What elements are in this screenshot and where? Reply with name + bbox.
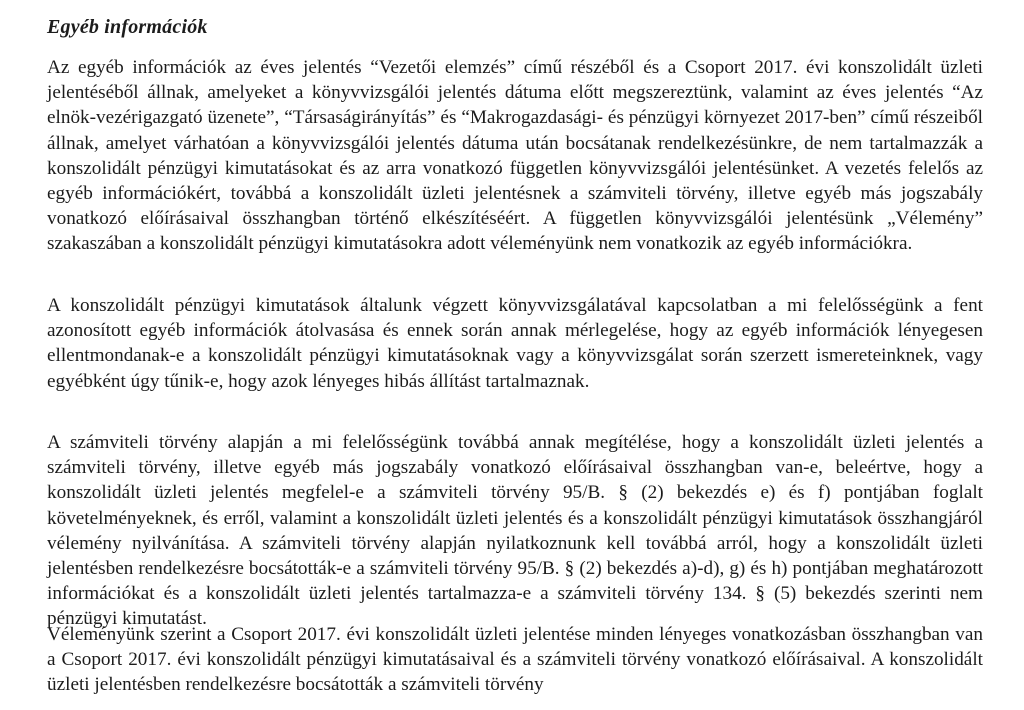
paragraph-other-information: Az egyéb információk az éves jelentés “Vezetői elemzés” című részéből és a Csoport 2017. évi konszolidált üzleti jelentéséből állnak, amelyeket a könyvvizsgálói jelentés dátuma előtt megszereztünk, valamint az éves jelentés “Az elnök-vezérigazgató üzenete”, “Társaságirányítás” és “Makrogazdasági- és pénzügyi környezet 2017-ben” című részeiből állnak, amelyet várhatóan a könyvvizsgálói jelentés dátuma után bocsátanak rendelkezésünkre, de nem tartalmazzák a konszolidált pénzügyi kimutatásokat és az arra vonatkozó független könyvvizsgálói jelentésünket. A vezetés felelős az egyéb információkért, továbbá a konszolidált üzleti jelentésnek a számviteli törvény, illetve egyéb más jogszabály vonatkozó előírásaival összhangban történő elkészítéséért. A független könyvvizsgálói jelentésünk „Vélemény” szakaszában a konszolidált pénzügyi kimutatásokra adott véleményünk nem vonatkozik az egyéb információkra. xyxy=(47,57,983,255)
section-heading: Egyéb információk xyxy=(47,16,208,38)
paragraph-accounting-law-responsibility: A számviteli törvény alapján a mi felelősségünk továbbá annak megítélése, hogy a konszolidált üzleti jelentés a számviteli törvény, illetve egyéb más jogszabály vonatkozó előírásaival összhangban van-e, beleértve, hogy a konszolidált üzleti jelentés megfelel-e a számviteli törvény 95/B. § (2) bekezdés e) és f) pontjában foglalt követelményeknek, és erről, valamint a konszolidált üzleti jelentés és a konszolidált pénzügyi kimutatások összhangjáról vélemény nyilvánítása. A számviteli törvény alapján nyilatkoznunk kell továbbá arról, hogy a konszolidált üzleti jelentésben rendelkezésre bocsátották-e a számviteli törvény 95/B. § (2) bekezdés a)-d), g) és h) pontjában meghatározott információkat és a konszolidált üzleti jelentés tartalmazza-e a számviteli törvény 134. § (5) bekezdés szerinti nem pénzügyi kimutatást. xyxy=(47,432,983,630)
paragraph-auditor-responsibility: A konszolidált pénzügyi kimutatások általunk végzett könyvvizsgálatával kapcsolatban a mi felelősségünk a fent azonosított egyéb információk átolvasása és ennek során annak mérlegelése, hogy az egyéb információk lényegesen ellentmondanak-e a konszolidált pénzügyi kimutatásoknak vagy a könyvvizsgálat során szerzett ismereteinknek, vagy egyébként úgy tűnik-e, hogy azok lényeges hibás állítást tartalmaznak. xyxy=(47,295,983,392)
paragraph-opinion: Véleményünk szerint a Csoport 2017. évi konszolidált üzleti jelentése minden lényeges vonatkozásban összhangban van a Csoport 2017. évi konszolidált pénzügyi kimutatásaival és a számviteli törvény vonatkozó előírásaival. A konszolidált üzleti jelentésben rendelkezésre bocsátották a számviteli törvény xyxy=(47,624,983,696)
